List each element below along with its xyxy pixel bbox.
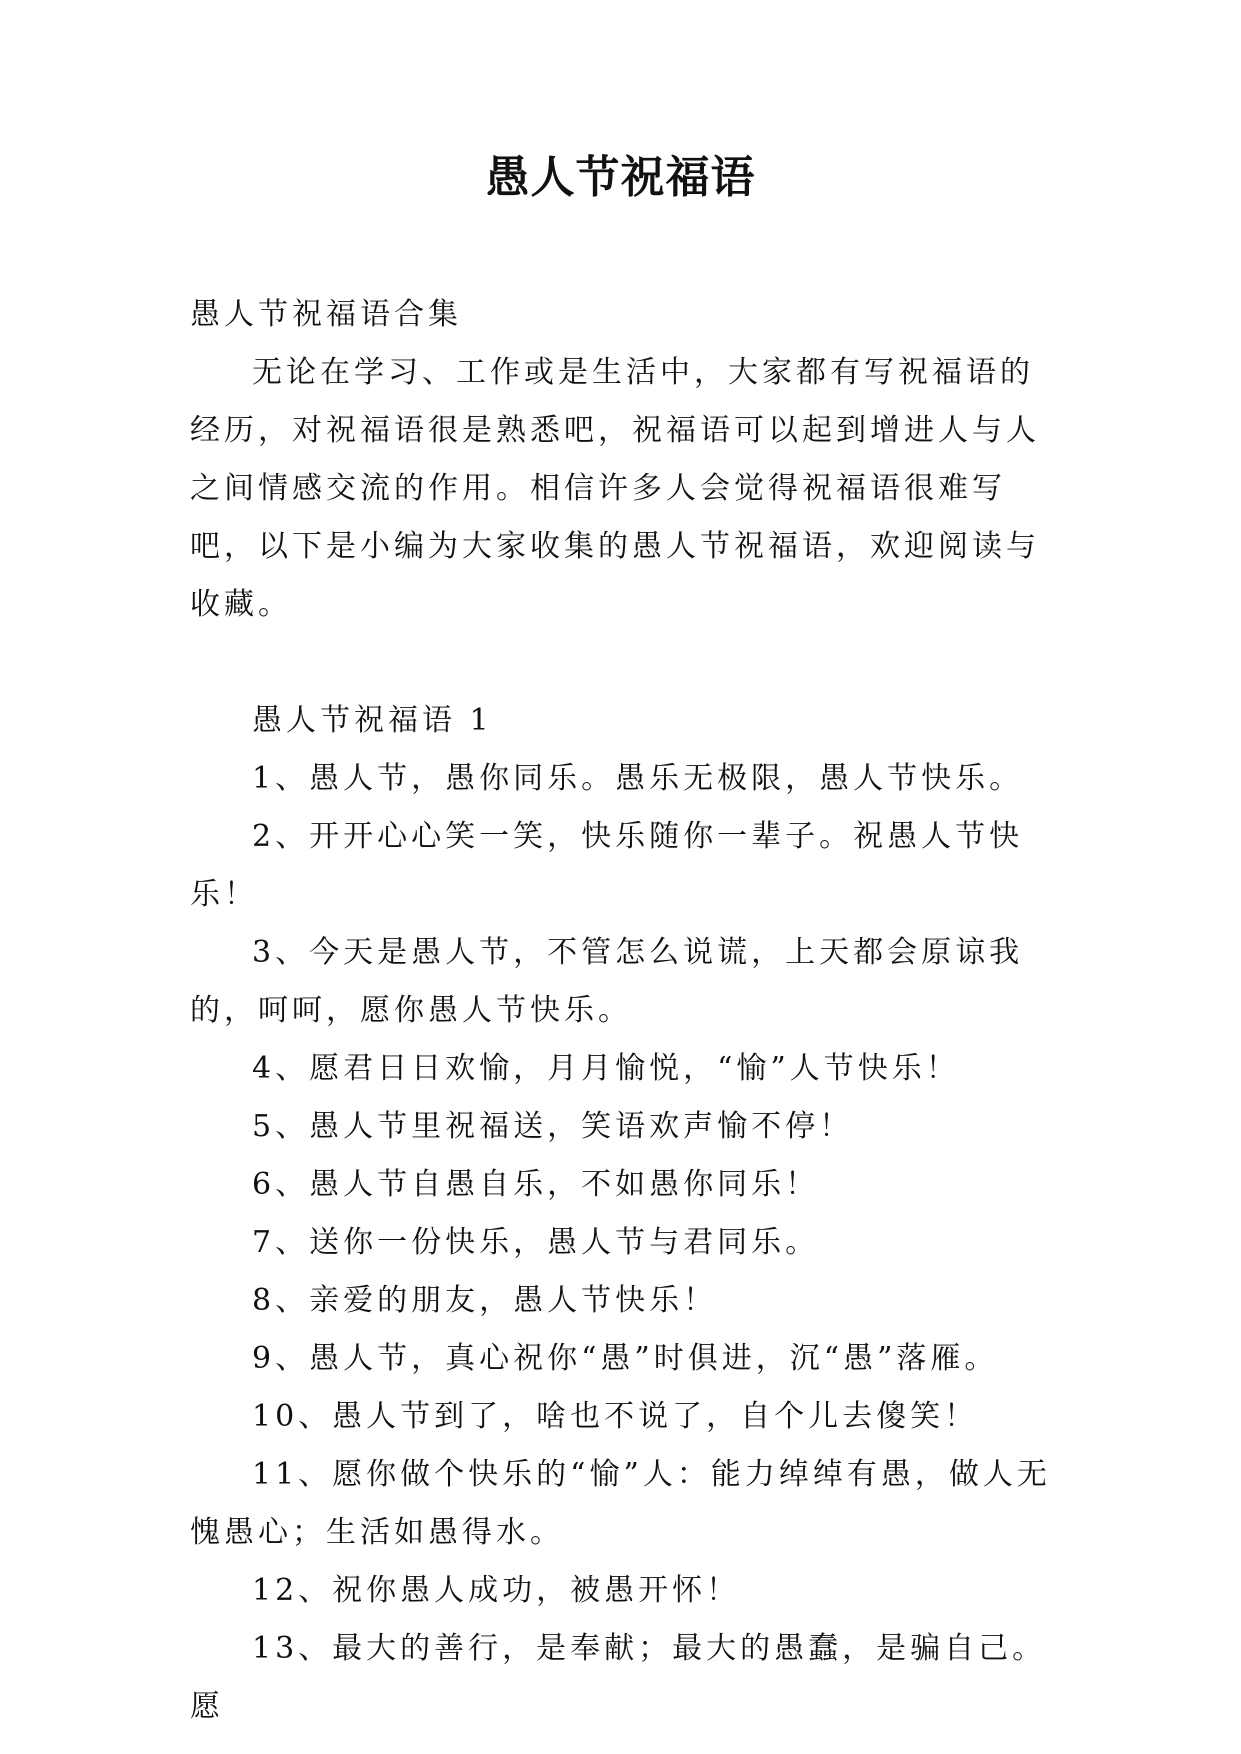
document-body: [190, 286, 1060, 1736]
page-title: 愚人节祝福语: [485, 152, 756, 203]
list-item: 6、愚人节自愚自乐，不如愚你同乐！: [252, 1167, 820, 1202]
list-item: 4、愿君日日欢愉，月月愉悦，“愉”人节快乐！: [252, 1051, 960, 1086]
list-item: 3、今天是愚人节，不管怎么说谎，上天都会原谅我的，呵呵，愿你愚人节快乐。: [190, 935, 1024, 1028]
list-item: 7、送你一份快乐，愚人节与君同乐。: [252, 1225, 820, 1260]
list-item: 8、亲爱的朋友，愚人节快乐！: [252, 1283, 718, 1318]
list-item: 11、愿你做个快乐的“愉”人：能力绰绰有愚，做人无愧愚心；生活如愚得水。: [190, 1457, 1051, 1550]
list-item: 2、开开心心笑一笑，快乐随你一辈子。祝愚人节快乐！: [190, 819, 1024, 912]
list-item: 13、最大的善行，是奉献；最大的愚蠢，是骗自己。愿: [190, 1631, 1047, 1724]
list-item: 9、愚人节，真心祝你“愚”时俱进，沉“愚”落雁。: [252, 1341, 999, 1376]
list-item: 10、愚人节到了，啥也不说了，自个儿去傻笑！: [252, 1399, 979, 1434]
list-item: 12、祝你愚人成功，被愚开怀！: [252, 1573, 741, 1608]
intro-paragraph: 无论在学习、工作或是生活中，大家都有写祝福语的经历，对祝福语很是熟悉吧，祝福语可以起到增进人与人之间情感交流的作用。相信许多人会觉得祝福语很难写吧，以下是小编为大家收集的愚人节祝福语，欢迎阅读与收藏。: [190, 355, 1040, 622]
list-item: 5、愚人节里祝福送，笑语欢声愉不停！: [252, 1109, 854, 1144]
section-heading: 愚人节祝福语 1: [252, 703, 493, 738]
list-item: 1、愚人节，愚你同乐。愚乐无极限，愚人节快乐。: [252, 761, 1024, 796]
document-subtitle: 愚人节祝福语合集: [190, 297, 462, 332]
